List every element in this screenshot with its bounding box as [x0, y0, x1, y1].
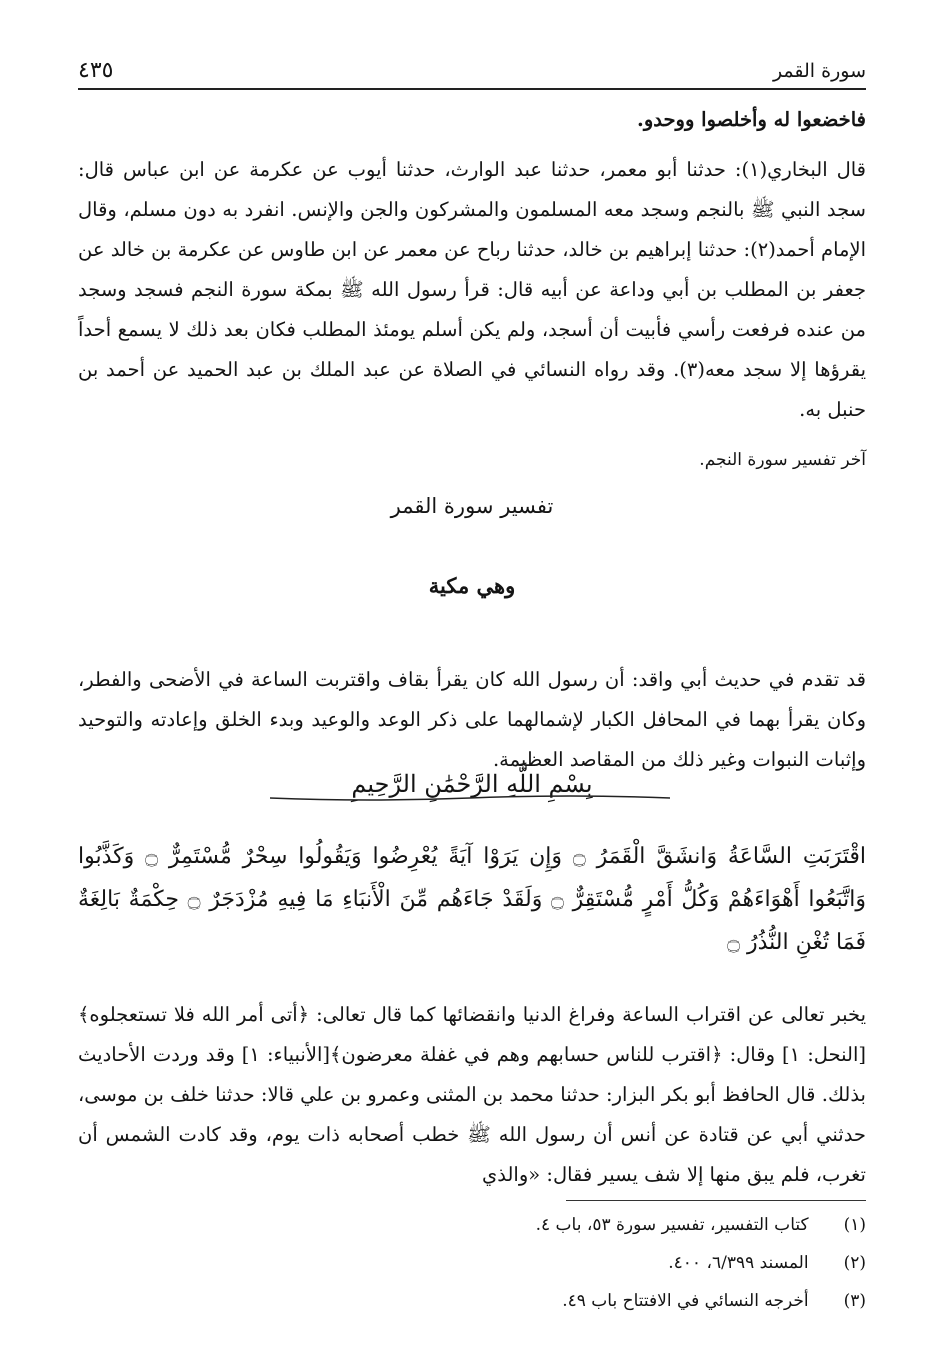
- section-title: تفسير سورة القمر: [390, 494, 554, 518]
- header-rule: [78, 88, 866, 90]
- footnote-number: (٢): [843, 1253, 866, 1273]
- closing-line: فاخضعوا له وأخلصوا ووحدو.: [637, 108, 866, 131]
- footnote-number: (١): [843, 1215, 866, 1235]
- page-number: ٤٣٥: [78, 58, 114, 83]
- running-head: [78, 56, 866, 86]
- footnote: [78, 1212, 866, 1238]
- footnote-rule: [566, 1200, 866, 1201]
- end-of-surah-note: آخر تفسير سورة النجم.: [699, 450, 866, 470]
- basmala: بِسْمِ اللَّهِ الرَّحْمَٰنِ الرَّحِيمِ: [351, 770, 593, 798]
- section-subtitle: وهي مكية: [428, 573, 516, 598]
- surah-introduction: قد تقدم في حديث أبي واقد: أن رسول الله كان يقرأ بقاف واقتربت الساعة في الأضحى والفطر، وكان يقرأ بهما في المحافل الكبار لإشمالهما على ذكر الوعد والوعيد وبدء الخلق وإعادته والتوحيد وإثبات النبوات وغير ذلك من المقاصد العظيمة.: [78, 668, 866, 771]
- footnote: [78, 1250, 866, 1276]
- running-head-title: سورة القمر: [772, 60, 866, 82]
- footnote-text: كتاب التفسير، تفسير سورة ٥٣، باب ٤.: [535, 1215, 809, 1235]
- basmala-flourish: [270, 782, 670, 802]
- footnote-text: أخرجه النسائي في الافتتاح باب ٤٩.: [562, 1291, 809, 1311]
- footnote: [78, 1288, 866, 1314]
- verse-commentary: يخبر تعالى عن اقتراب الساعة وفراغ الدنيا وانقضائها كما قال تعالى: ﴿أتى أمر الله فلا تستعجلوه﴾ [النحل: ١] وقال: ﴿اقترب للناس حسابهم وهم في غفلة معرضون﴾[الأنبياء: ١] وقد وردت الأحاديث بذلك. قال الحافظ أبو بكر البزار: حدثنا محمد بن المثنى وعمرو بن علي قالا: حدثنا خلف بن موسى، حدثني أبي عن قتادة عن أنس أن رسول الله ﷺ خطب أصحابه ذات يوم، وقد كادت الشمس أن تغرب، فلم يبق منها إلا شف يسير فقال: «والذي: [78, 1003, 866, 1186]
- quran-verses: اقْتَرَبَتِ السَّاعَةُ وَانشَقَّ الْقَمَرُ ۝ وَإِن يَرَوْا آيَةً يُعْرِضُوا وَيَقُولُوا سِحْرٌ مُّسْتَمِرٌّ ۝ وَكَذَّبُوا وَاتَّبَعُوا أَهْوَاءَهُمْ وَكُلُّ أَمْرٍ مُّسْتَقِرٌّ ۝ وَلَقَدْ جَاءَهُم مِّنَ الْأَنبَاءِ مَا فِيهِ مُزْدَجَرٌ ۝ حِكْمَةٌ بَالِغَةٌ فَمَا تُغْنِ النُّذُرُ ۝: [78, 844, 866, 955]
- bukhari-hadith-paragraph: قال البخاري(١): حدثنا أبو معمر، حدثنا عبد الوارث، حدثنا أيوب عن عكرمة عن ابن عباس قال: سجد النبي ﷺ بالنجم وسجد معه المسلمون والمشركون والجن والإنس. انفرد به دون مسلم، وقال الإمام أحمد(٢): حدثنا إبراهيم بن خالد، حدثنا رباح عن معمر عن ابن طاوس عن عكرمة بن خالد عن جعفر بن المطلب بن أبي وداعة عن أبيه قال: قرأ رسول الله ﷺ بمكة سورة النجم فسجد وسجد من عنده فرفعت رأسي فأبيت أن أسجد، ولم يكن أسلم يومئذ المطلب فكان بعد ذلك لا يسمع أحداً يقرؤها إلا سجد معه(٣). وقد رواه النسائي في الصلاة عن عبد الملك بن عبد الحميد عن أحمد بن حنبل به.: [78, 158, 867, 421]
- footnote-text: المسند ٦/٣٩٩، ٤٠٠.: [668, 1253, 809, 1273]
- footnote-number: (٣): [843, 1291, 866, 1311]
